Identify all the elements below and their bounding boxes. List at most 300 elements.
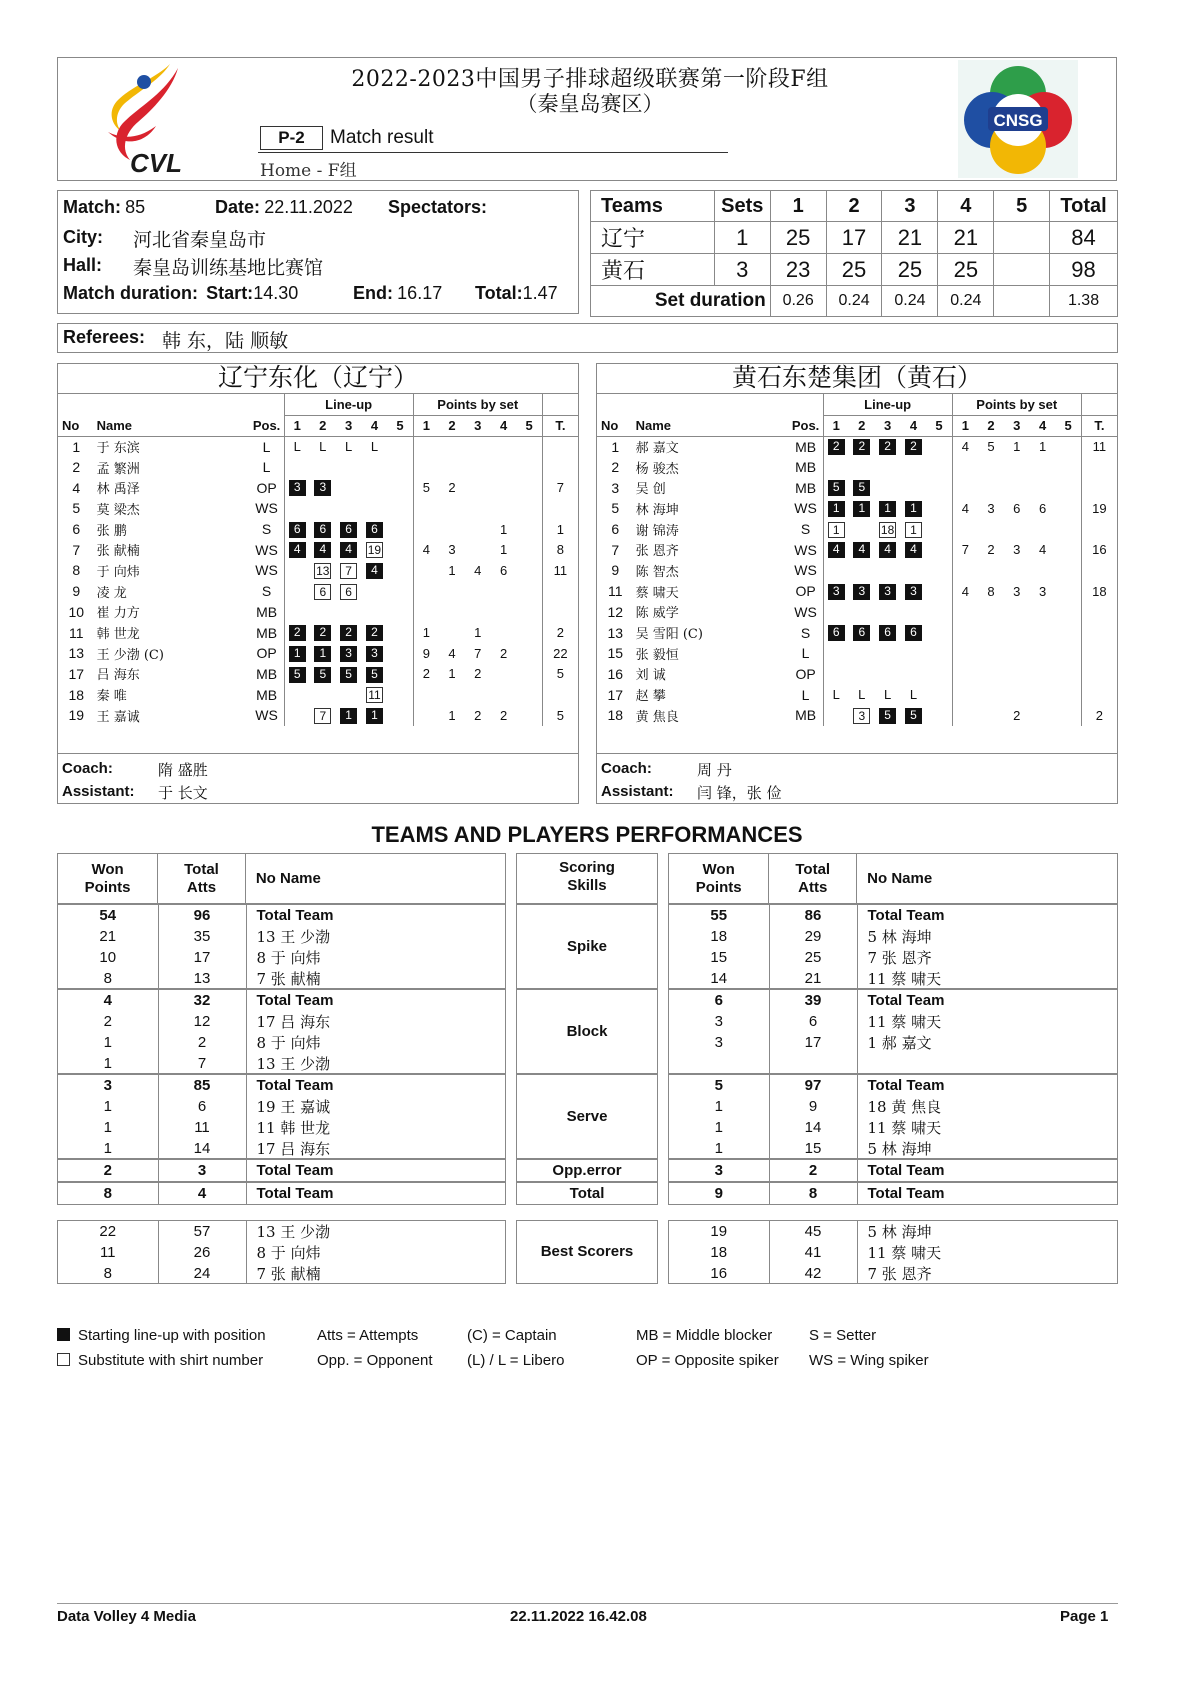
- player-label: 5 林 海坤: [867, 927, 932, 946]
- player-row: [58, 664, 578, 685]
- set-points: [439, 519, 465, 540]
- lineup-cell: [387, 519, 413, 540]
- lineup-cell: [284, 581, 310, 602]
- lineup-cell: [362, 684, 388, 705]
- player-position: S: [800, 521, 811, 538]
- lineup-cell: [926, 705, 952, 726]
- set-points: [1030, 664, 1056, 685]
- won-points: [669, 1053, 769, 1074]
- libero-mark: L: [293, 439, 301, 455]
- footer-timestamp: 22.11.2022 16.42.08: [510, 1608, 647, 1625]
- set-points: [952, 664, 978, 685]
- no-name-header: No Name: [255, 870, 321, 887]
- skill-name: Block: [566, 1023, 608, 1040]
- player-position: WS: [255, 562, 278, 579]
- won-points: 11: [58, 1242, 158, 1263]
- total-atts: 14: [158, 1138, 246, 1159]
- set-points: [952, 643, 978, 664]
- perf-header-L: [57, 853, 506, 904]
- set-points: [1004, 622, 1030, 643]
- lineup-cell: [901, 581, 927, 602]
- lineup-cell: [362, 622, 388, 643]
- set-points: [465, 539, 491, 560]
- lineup-cell: [849, 664, 875, 685]
- lineup-cell: [387, 664, 413, 685]
- player-label: 18 黄 焦良: [867, 1097, 942, 1116]
- score-header: 5: [994, 191, 1050, 222]
- perf-row: [58, 1011, 507, 1032]
- player-label: 8 于 向炜: [256, 1033, 321, 1052]
- lineup-cell: [362, 664, 388, 685]
- referees-label: Referees:: [63, 327, 146, 347]
- player-total: [1081, 457, 1117, 478]
- total-atts: 8: [769, 1183, 857, 1204]
- perf-row: [58, 1032, 507, 1053]
- set-points: [952, 457, 978, 478]
- player-number: 1: [72, 438, 81, 455]
- substitute-number: 11: [366, 687, 383, 703]
- player-label: Total Team: [256, 906, 334, 924]
- set-points: 1: [448, 707, 456, 723]
- perf-row: [58, 947, 507, 968]
- set-points: [439, 457, 465, 478]
- perf-spike-skill: [516, 904, 658, 989]
- set-points: 1: [1013, 439, 1021, 455]
- lineup-cell: [849, 519, 875, 540]
- perf-row: [669, 1183, 1118, 1204]
- perf-total-skill: [516, 1182, 658, 1205]
- set-duration-label: Set duration: [591, 286, 771, 317]
- set-points: [1030, 622, 1056, 643]
- perf-row: [58, 1160, 507, 1181]
- lineup-cell: [823, 498, 849, 519]
- perf-row: [669, 1117, 1118, 1138]
- lineup-cell: [362, 581, 388, 602]
- player-number: 13: [607, 624, 624, 641]
- lineup-cell: [387, 477, 413, 498]
- total-atts: 9: [769, 1096, 857, 1117]
- won-points: 1: [58, 1032, 158, 1053]
- set-points: [413, 436, 439, 457]
- col-set: 5: [1056, 415, 1082, 436]
- player-row: [597, 519, 1117, 540]
- player-row: [58, 602, 578, 623]
- perf-spike-b: [668, 904, 1118, 989]
- perf-row: [58, 905, 507, 926]
- teamB-roster: [597, 394, 1117, 726]
- substitute-number: 6: [340, 584, 357, 600]
- total-atts: 6: [769, 1011, 857, 1032]
- set-points: [439, 622, 465, 643]
- lineup-cell: [336, 498, 362, 519]
- won-points: 3: [58, 1075, 158, 1096]
- set-points: 4: [474, 562, 482, 578]
- score-header: Sets: [714, 191, 770, 222]
- player-name: 吴 创: [635, 482, 666, 498]
- set-points: [413, 457, 439, 478]
- player-label: Total Team: [867, 1162, 945, 1179]
- player-number: 7: [611, 541, 620, 558]
- lineup-cell: [387, 705, 413, 726]
- hall: 秦皇岛训练基地比赛馆: [133, 257, 324, 279]
- lineup-cell: [926, 560, 952, 581]
- player-name: 张 恩齐: [635, 544, 679, 560]
- player-total: 11: [542, 560, 578, 581]
- player-number: 17: [68, 665, 85, 682]
- starting-position: 6: [853, 625, 870, 641]
- lineup-cell: [336, 560, 362, 581]
- player-name: 林 禹泽: [96, 482, 140, 498]
- lineup-cell: [823, 602, 849, 623]
- won-points: 5: [669, 1075, 769, 1096]
- lineup-cell: [336, 519, 362, 540]
- lineup-cell: [823, 457, 849, 478]
- starting-position: 6: [879, 625, 896, 641]
- set-points: [1030, 705, 1056, 726]
- col-no: No: [58, 415, 95, 436]
- set-points: 4: [952, 436, 978, 457]
- set-points: [465, 436, 491, 457]
- set-points: [1056, 498, 1082, 519]
- filled-square-icon: [57, 1328, 70, 1341]
- player-total: [542, 436, 578, 457]
- points-header: Points by set: [413, 394, 542, 415]
- perf-row: [669, 1011, 1118, 1032]
- player-position: MB: [795, 707, 817, 724]
- player-name: 孟 繁洲: [96, 461, 140, 477]
- player-number: 18: [607, 707, 624, 724]
- set-points: [1056, 519, 1082, 540]
- player-position: MB: [795, 479, 817, 496]
- perf-block-b: [668, 989, 1118, 1074]
- player-label: 13 王 少渤: [256, 927, 331, 946]
- set-points: [465, 602, 491, 623]
- perf-row: [669, 1053, 1118, 1074]
- starting-position: 6: [289, 522, 306, 538]
- won-points: 14: [669, 968, 769, 989]
- total-atts: 45: [769, 1221, 857, 1242]
- player-total: [542, 602, 578, 623]
- perf-row: [58, 1263, 507, 1284]
- player-name: 王 嘉诚: [96, 709, 140, 725]
- lineup-cell: [387, 581, 413, 602]
- total-atts: 24: [158, 1263, 246, 1284]
- set-points: [978, 477, 1004, 498]
- lineup-cell: [336, 684, 362, 705]
- legend-substitute-text: Substitute with shirt number: [78, 1352, 264, 1369]
- score-set-points: 23: [770, 254, 826, 286]
- player-position: WS: [255, 707, 278, 724]
- col-set: 4: [491, 415, 517, 436]
- player-total: 5: [542, 705, 578, 726]
- player-row: [597, 643, 1117, 664]
- set-points: [491, 602, 517, 623]
- won-points: 4: [58, 990, 158, 1011]
- lineup-cell: [336, 643, 362, 664]
- total-atts: 7: [158, 1053, 246, 1074]
- set-points: 5: [413, 477, 439, 498]
- starting-position: 3: [340, 646, 357, 662]
- city: 河北省秦皇岛市: [133, 229, 267, 251]
- col-set: 2: [439, 415, 465, 436]
- total-atts: 12: [158, 1011, 246, 1032]
- set-points: [1056, 436, 1082, 457]
- player-name: 谢 锦涛: [635, 523, 679, 539]
- set-points: 4: [413, 539, 439, 560]
- substitute-number: 18: [880, 522, 895, 537]
- player-row: [597, 539, 1117, 560]
- col-set: 1: [413, 415, 439, 436]
- lineup-cell: [823, 477, 849, 498]
- set-points: 7: [474, 645, 482, 661]
- player-total: [1081, 622, 1117, 643]
- total-atts: 39: [769, 990, 857, 1011]
- starting-position: 3: [828, 584, 845, 600]
- lineup-cell: [875, 519, 901, 540]
- set-points: [517, 519, 543, 540]
- score-sets: 1: [714, 222, 770, 254]
- coach-label: Coach:: [601, 760, 652, 777]
- set-points: 3: [1013, 542, 1021, 558]
- set-points: [1030, 457, 1056, 478]
- player-position: OP: [256, 645, 277, 662]
- score-team-name: 辽宁: [591, 222, 715, 254]
- lineup-cell: [926, 643, 952, 664]
- total-atts: 25: [769, 947, 857, 968]
- won-points: 19: [669, 1221, 769, 1242]
- player-position: OP: [795, 665, 816, 682]
- perf-total-a: [57, 1182, 506, 1205]
- player-total: [542, 457, 578, 478]
- lineup-cell: [336, 539, 362, 560]
- perf-serve-skill: [516, 1074, 658, 1159]
- col-set: 4: [1030, 415, 1056, 436]
- set-points: [517, 643, 543, 664]
- set-duration: 0.26: [770, 286, 826, 317]
- set-points: [413, 560, 439, 581]
- won-points: 21: [58, 926, 158, 947]
- legend-starting-text: Starting line-up with position: [78, 1327, 266, 1344]
- lineup-cell: [284, 457, 310, 478]
- set-points: [517, 560, 543, 581]
- lineup-header: Line-up: [823, 394, 952, 415]
- score-set-points: 25: [882, 254, 938, 286]
- score-header: Teams: [591, 191, 715, 222]
- lineup-cell: [875, 581, 901, 602]
- score-header: 3: [882, 191, 938, 222]
- skill-header: [516, 853, 658, 904]
- perf-header-R: [668, 853, 1118, 904]
- set-points: [465, 498, 491, 519]
- lineup-cell: [336, 602, 362, 623]
- perf-serve-b: [668, 1074, 1118, 1159]
- player-position: S: [261, 583, 272, 600]
- duration-label: Match duration:: [63, 283, 198, 303]
- player-row: [597, 436, 1117, 457]
- won-points: 1: [669, 1117, 769, 1138]
- col-set: 1: [823, 415, 849, 436]
- set-points: 4: [952, 498, 978, 519]
- lineup-cell: [823, 560, 849, 581]
- starting-position: 5: [289, 667, 306, 683]
- total-atts: 3: [158, 1160, 246, 1181]
- player-row: [58, 477, 578, 498]
- player-label: 7 张 恩齐: [867, 948, 932, 967]
- player-label: 1 郝 嘉文: [867, 1033, 932, 1052]
- set-points: [1004, 457, 1030, 478]
- player-position: WS: [255, 500, 278, 517]
- starting-position: 6: [828, 625, 845, 641]
- player-position: WS: [794, 603, 817, 620]
- starting-position: 2: [289, 625, 306, 641]
- player-label: 11 蔡 啸天: [867, 969, 942, 988]
- total-atts: 2: [158, 1032, 246, 1053]
- won-points: 22: [58, 1221, 158, 1242]
- player-name: 杨 骏杰: [635, 461, 679, 477]
- col-pos: Pos.: [789, 415, 823, 436]
- score-header: 2: [826, 191, 882, 222]
- set-points: [413, 581, 439, 602]
- player-label: [857, 1053, 1118, 1074]
- starting-position: 1: [879, 501, 896, 517]
- set-points: [491, 622, 517, 643]
- lineup-cell: [823, 581, 849, 602]
- best-scorers-label: Best Scorers: [540, 1243, 634, 1260]
- substitute-number: 3: [853, 708, 870, 724]
- score-set-points: 25: [770, 222, 826, 254]
- player-label: 11 蔡 啸天: [867, 1244, 942, 1262]
- substitute-number: 1: [828, 522, 845, 538]
- set-points: 1: [448, 666, 456, 682]
- score-sets: 3: [714, 254, 770, 286]
- lineup-cell: [336, 622, 362, 643]
- set-points: 2: [413, 664, 439, 685]
- lineup-cell: [849, 477, 875, 498]
- lineup-cell: [926, 581, 952, 602]
- assistant-name: 闫 锋，张 俭: [697, 784, 782, 802]
- set-points: [952, 477, 978, 498]
- set-points: [952, 622, 978, 643]
- perf-row: [58, 1242, 507, 1263]
- set-points: 2: [1013, 707, 1021, 723]
- player-row: [597, 664, 1117, 685]
- lineup-cell: [926, 498, 952, 519]
- starting-position: 1: [289, 646, 306, 662]
- perf-row: [58, 1183, 507, 1204]
- set-points: 5: [987, 439, 995, 455]
- lineup-cell: [387, 684, 413, 705]
- set-points: 1: [499, 542, 508, 558]
- col-pos: Pos.: [250, 415, 284, 436]
- player-row: [597, 602, 1117, 623]
- perf-row: [58, 1096, 507, 1117]
- player-name: 赵 攀: [635, 689, 666, 705]
- player-total: 16: [1081, 539, 1117, 560]
- starting-position: 4: [314, 542, 331, 558]
- player-number: 2: [611, 459, 620, 476]
- lineup-cell: [875, 622, 901, 643]
- player-name: 张 献楠: [96, 544, 140, 560]
- cvl-logo-icon: [100, 60, 210, 178]
- player-number: 17: [607, 686, 624, 703]
- set-points: [517, 684, 543, 705]
- perf-row: [669, 1160, 1118, 1181]
- total-atts-header: Total Atts: [158, 854, 246, 903]
- score-team-name: 黄石: [591, 254, 715, 286]
- score-set-points: [994, 254, 1050, 286]
- col-set: 2: [310, 415, 336, 436]
- set-points: [491, 477, 517, 498]
- player-row: [58, 539, 578, 560]
- lineup-cell: [336, 436, 362, 457]
- legend-starting: [57, 1327, 266, 1344]
- player-total: 2: [1081, 705, 1117, 726]
- player-number: 12: [607, 603, 624, 620]
- player-number: 8: [72, 562, 81, 579]
- referees-names: 韩 东，陆 顺敏: [162, 330, 289, 352]
- set-duration: [994, 286, 1050, 317]
- substitute-number: 7: [340, 563, 357, 579]
- lineup-cell: [336, 581, 362, 602]
- svg-text:CNSG: CNSG: [993, 111, 1043, 130]
- player-name: 刘 诚: [635, 668, 666, 684]
- player-label: 7 张 献楠: [256, 969, 321, 988]
- set-points: [1004, 664, 1030, 685]
- set-points: [1004, 477, 1030, 498]
- player-total: 22: [542, 643, 578, 664]
- teamA-name: 辽宁东化（辽宁）: [58, 364, 578, 394]
- total-atts: 85: [158, 1075, 246, 1096]
- total-atts: 4: [158, 1183, 246, 1204]
- player-position: L: [262, 438, 271, 455]
- won-points: 2: [58, 1011, 158, 1032]
- player-name: 林 海坤: [635, 502, 679, 518]
- set-points: 2: [499, 645, 508, 661]
- starting-position: 4: [853, 542, 870, 558]
- player-name: 蔡 啸天: [635, 585, 679, 601]
- total-label: Total:: [475, 283, 523, 303]
- lineup-cell: [875, 602, 901, 623]
- set-points: [952, 519, 978, 540]
- player-total: [1081, 664, 1117, 685]
- won-points: 15: [669, 947, 769, 968]
- perf-row: [58, 1138, 507, 1159]
- set-points: [978, 602, 1004, 623]
- won-points: 1: [58, 1053, 158, 1074]
- player-row: [58, 581, 578, 602]
- total-atts: 17: [769, 1032, 857, 1053]
- player-total: 18: [1081, 581, 1117, 602]
- set-points: [1030, 602, 1056, 623]
- col-set: 5: [517, 415, 543, 436]
- col-set: 4: [901, 415, 927, 436]
- substitute-number: 1: [905, 522, 922, 538]
- lineup-cell: [284, 622, 310, 643]
- referees-box: [57, 323, 1118, 353]
- col-set: 4: [362, 415, 388, 436]
- player-label: Total Team: [256, 1185, 334, 1202]
- player-position: OP: [795, 583, 816, 600]
- won-points: 1: [58, 1096, 158, 1117]
- lineup-cell: [310, 622, 336, 643]
- set-points: [1004, 684, 1030, 705]
- lineup-cell: [901, 602, 927, 623]
- player-position: MB: [256, 665, 278, 682]
- starting-position: 1: [314, 646, 331, 662]
- svg-text:CVL: CVL: [130, 148, 182, 178]
- player-label: 7 张 献楠: [256, 1265, 321, 1283]
- set-points: 1: [499, 521, 508, 537]
